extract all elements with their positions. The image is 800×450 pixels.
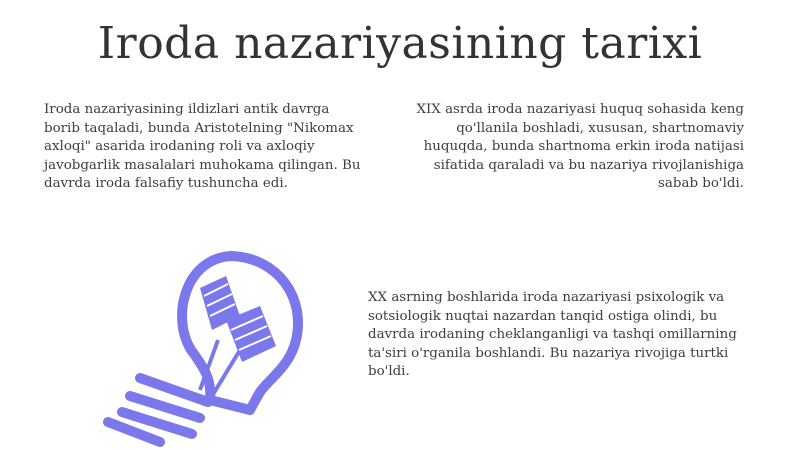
lightbulb-book-icon	[100, 250, 320, 450]
paragraph-19th-century: XIX asrda iroda nazariyasi huquq sohasida keng qo'llanila boshladi, xususan, shartnomaviy huquqda, bunda shartnoma erkin iroda natijasi sifatida qaraladi va bu nazariya rivojlanishiga sabab bo'ldi.	[416, 102, 744, 192]
paragraph-20th-century: XX asrning boshlarida iroda nazariyasi psixologik va sotsiologik nuqtai nazardan tanqid ostiga olindi, bu davrda irodaning cheklanganligi va tashqi omillarning ta'siri o'rganila boshlandi. Bu nazariya rivojiga turtki bo'ldi.	[368, 290, 737, 380]
slide-title: Iroda nazariyasining tarixi	[97, 18, 703, 69]
paragraph-antiquity: Iroda nazariyasining ildizlari antik davrga borib taqaladi, bunda Aristotelning "Nikomax axloqi" asarida irodaning roli va axloqiy javobgarlik masalalari muhokama qilingan. Bu davrda iroda falsafiy tushuncha edi.	[44, 102, 361, 192]
